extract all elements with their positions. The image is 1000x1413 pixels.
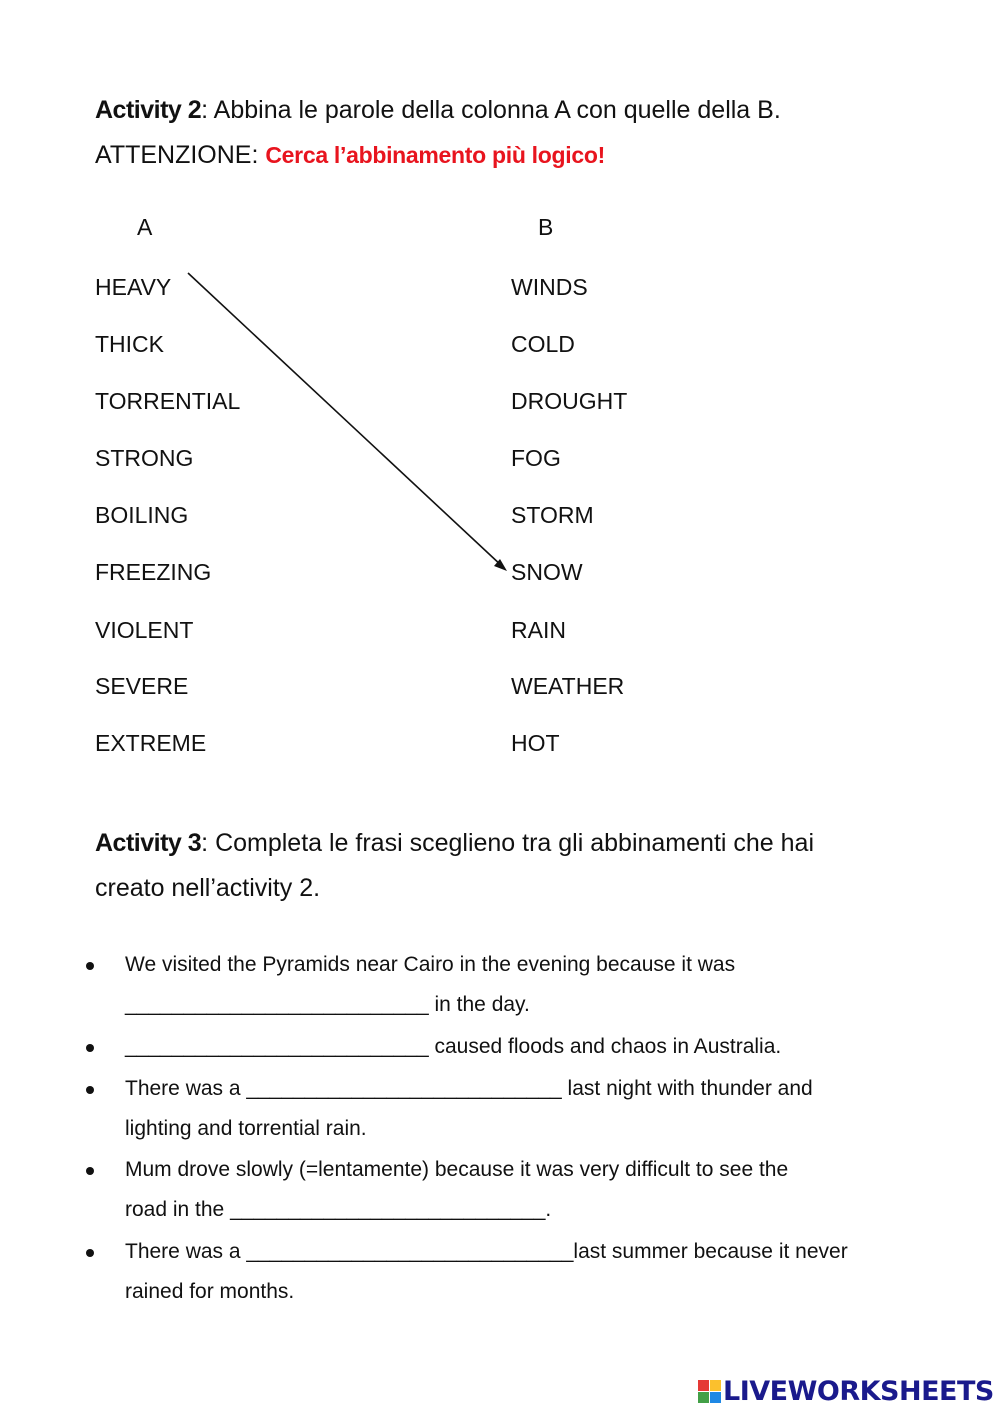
arrow-line	[188, 273, 503, 567]
column-a-word[interactable]: TORRENTIAL	[95, 388, 241, 414]
attention-label: ATTENZIONE:	[95, 141, 266, 169]
sentence-4-line1: Mum drove slowly (=lentamente) because it was very difficult to see the	[125, 1158, 789, 1181]
column-b-word[interactable]: SNOW	[511, 559, 583, 585]
sentence-3-line1[interactable]: There was a ___________________________ last night with thunder and	[125, 1077, 813, 1100]
activity-3-label: Activity 3	[95, 829, 202, 857]
sentence-1-line1: We visited the Pyramids near Cairo in the evening because it was	[125, 953, 736, 976]
bullet-dot	[86, 1044, 94, 1052]
activity-3-instruction-line2: creato nell’activity 2.	[95, 874, 321, 902]
activity-3-heading	[95, 829, 814, 858]
activity-2-instruction: : Abbina le parole della colonna A con quelle della B.	[201, 96, 781, 124]
column-a-header: A	[137, 214, 153, 240]
column-a-word[interactable]: THICK	[95, 331, 164, 357]
bullet-dot	[86, 1249, 94, 1257]
column-b-word[interactable]: RAIN	[511, 617, 566, 643]
column-b-word[interactable]: WEATHER	[511, 673, 625, 699]
column-b-word[interactable]: FOG	[511, 445, 561, 471]
bullet-dot	[86, 1086, 94, 1094]
activity-2-label: Activity 2	[95, 96, 202, 124]
bullet-dot	[86, 962, 94, 970]
column-a-word[interactable]: STRONG	[95, 445, 194, 471]
column-b-header: B	[538, 214, 554, 240]
column-a-word[interactable]: FREEZING	[95, 559, 212, 585]
sentence-5-line1[interactable]: There was a ____________________________last summer because it never	[125, 1240, 848, 1263]
column-b-word[interactable]: DROUGHT	[511, 388, 628, 414]
column-b-word[interactable]: HOT	[511, 730, 560, 756]
column-a-word[interactable]: HEAVY	[95, 274, 172, 300]
column-b-word[interactable]: WINDS	[511, 274, 588, 300]
sentence-5-line2: rained for months.	[125, 1280, 295, 1303]
logo-text: LIVEWORKSHEETS	[723, 1375, 994, 1407]
column-a-word[interactable]: SEVERE	[95, 673, 189, 699]
attention-text: Cerca l’abbinamento più logico!	[265, 142, 605, 168]
sentence-3-line2: lighting and torrential rain.	[125, 1117, 367, 1140]
sentence-4-line2[interactable]: road in the ___________________________.	[125, 1198, 552, 1221]
liveworksheets-logo[interactable]	[698, 1374, 994, 1408]
column-b-word[interactable]: COLD	[511, 331, 575, 357]
column-b-word[interactable]: STORM	[511, 502, 594, 528]
bullet-dot	[86, 1167, 94, 1175]
column-a-word[interactable]: VIOLENT	[95, 617, 194, 643]
sentence-1-line2[interactable]: __________________________ in the day.	[125, 993, 530, 1016]
activity-3-instruction: : Completa le frasi sceglieno tra gli abbinamenti che hai	[201, 829, 815, 857]
logo-mark-icon	[698, 1380, 721, 1403]
sentence-2-line1[interactable]: __________________________ caused floods and chaos in Australia.	[125, 1035, 782, 1058]
column-a-word[interactable]: BOILING	[95, 502, 189, 528]
column-a-word[interactable]: EXTREME	[95, 730, 207, 756]
